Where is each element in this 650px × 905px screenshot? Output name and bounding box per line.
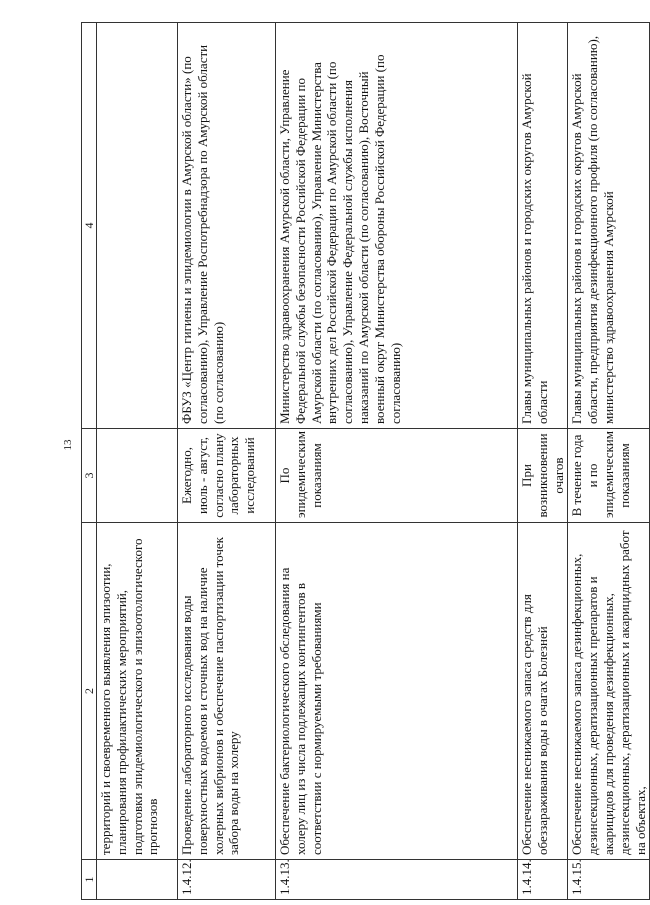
table-header-row [82,23,97,900]
column-header: 3 [82,429,97,523]
item-number: 1.4.14. [518,860,568,900]
timing-text: По эпидемическим показаниям [276,429,518,523]
measure-text: Обеспечение неснижаемого запаса дезинфекционных, дезинсекционных, дератизационных препаратов и акарицидов для проведения дезинфекционных, дезинсекционных, дератизационных и акарицидных работ на объектах, [568,523,650,860]
measure-text: территорий и своевременного выявления эпизоотии, планирования профилактических мероприятий, подготовки эпидемиологического и эпизоотологического прогнозов [97,523,178,860]
item-number: 1.4.15. [568,860,650,900]
measure-text: Обеспечение бактериологического обследования на холеру лиц из числа подлежащих контингентов в соответствии с нормируемыми требованиями [276,523,518,860]
timing-text [97,429,178,523]
executors-text: Главы муниципальных районов и городских округов Амурской области [518,23,568,429]
item-number [97,860,178,900]
measure-text: Обеспечение неснижаемого запаса средств для обеззараживания воды в очагах Болезней [518,523,568,860]
item-number: 1.4.12. [178,860,276,900]
item-number: 1.4.13. [276,860,518,900]
column-header: 2 [82,523,97,860]
table-row [178,23,276,900]
measures-table [81,22,650,900]
measure-text: Проведение лабораторного исследования воды поверхностных водоемов и сточных вод на наличие холерных вибрионов и обеспечение паспортизации точек забора воды на холеру [178,523,276,860]
executors-text: Главы муниципальных районов и городских округов Амурской области, предприятия дезинфекционного профиля (по согласованию), министерство здравоохранения Амурской [568,23,650,429]
timing-text: В течение года и по эпидемическим показаниям [568,429,650,523]
table-row [97,23,178,900]
timing-text: При возникновении очагов [518,429,568,523]
timing-text: Ежегодно, июль - август, согласно плану лабораторных исследований [178,429,276,523]
table-row [568,23,650,900]
executors-text: Министерство здравоохранения Амурской области, Управление Федеральной службы безопасности Российской Федерации по Амурской области (по согласованию), Управление Министерства внутренних дел Российской Федерации по Амурской области (по согласованию), Управление Федеральной службы исполнения наказаний по Амурской области (по согласованию), Восточный военный округ Министерства обороны Российской Федерации (по согласованию) [276,23,518,429]
page-number: 13 [62,439,74,451]
rotated-page-content [81,23,648,900]
column-header: 4 [82,23,97,429]
executors-text [97,23,178,429]
column-header: 1 [82,860,97,900]
executors-text: ФБУЗ «Центр гигиены и эпидемиологии в Амурской области» (по согласованию), Управление Роспотребнадзора по Амурской области (по согласованию) [178,23,276,429]
table-row [518,23,568,900]
table-row [276,23,518,900]
